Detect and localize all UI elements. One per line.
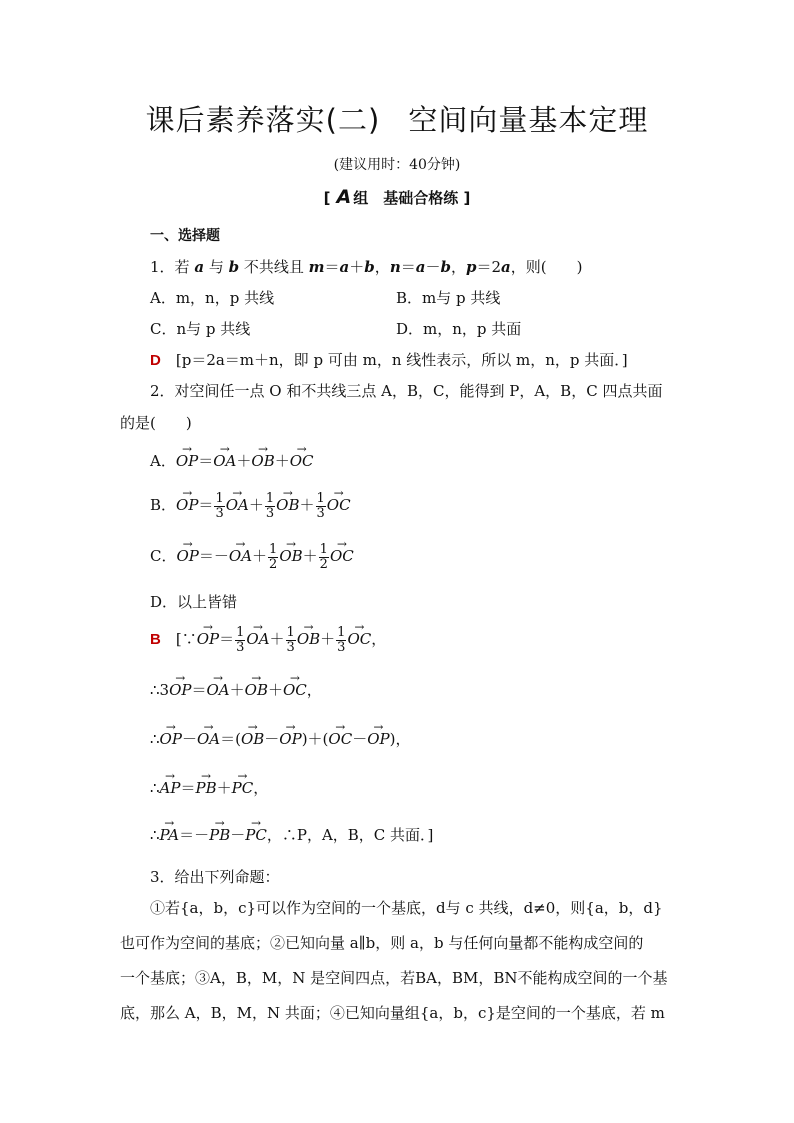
- q1-option-a: A．m，n，p 共线: [150, 289, 275, 307]
- q2-answer: B: [150, 631, 161, 648]
- title-part1: 课后素养落实(二): [145, 103, 381, 137]
- q2-solution-line2: ∴3→ OP＝→ OA＋→ OB＋→ OC，: [150, 675, 322, 700]
- q3-stem: 3．给出下列命题：: [150, 868, 280, 886]
- q3-line1: ①若{a，b，c}可以作为空间的一个基底，d与 c 共线，d≠0，则{a，b，d}: [150, 899, 663, 917]
- q1-option-c: C．n与 p 共线: [150, 320, 251, 338]
- group-label: 组 基础合格练: [353, 189, 459, 207]
- group-open-bracket: [: [323, 189, 331, 207]
- q2-option-d: D．以上皆错: [150, 593, 238, 611]
- group-heading: [0, 186, 794, 208]
- q2-stem-line1: 2．对空间任一点 O 和不共线三点 A，B，C，能得到 P，A，B，C 四点共面: [150, 382, 663, 400]
- q1-option-b: B．m与 p 共线: [396, 289, 501, 307]
- title-part2: 空间向量基本定理: [408, 103, 649, 137]
- group-letter: A: [336, 186, 352, 208]
- time-hint: (建议用时：40分钟): [333, 157, 461, 173]
- q2-stem-line2: 的是( ): [120, 414, 192, 432]
- section-heading: 一、选择题: [150, 228, 220, 244]
- q2-solution-line1: B [∵→ OP＝ $\frac{1}{3}$ → OA＋ $\frac{1}{3}$ → OB＋ $\frac{1}{3}$ → OC，: [150, 624, 386, 655]
- q1-number: 1．: [150, 258, 175, 276]
- group-close-bracket: ]: [463, 189, 471, 207]
- q1-stem: 1．若 a 与 b 不共线且 m＝a＋b，n＝a－b，p＝2a，则( ): [150, 258, 583, 276]
- q2-solution-line4: ∴→ AP＝→ PB＋→ PC，: [150, 773, 268, 798]
- q3-line4: 底，那么 A，B，M，N 共面；④已知向量组{a，b，c}是空间的一个基底，若 m: [120, 1004, 665, 1022]
- q2-option-a: A．→ OP＝→ OA＋→ OB＋→ OC: [150, 446, 314, 471]
- q1-answer: D: [150, 352, 161, 369]
- q2-conclusion: ∴P，A，B，C 共面．]: [281, 826, 434, 844]
- q2-option-b: B．→ OP＝ $\frac{1}{3}$ → OA＋ $\frac{1}{3}$ → OB＋ $\frac{1}{3}$ → OC: [150, 490, 351, 521]
- q2-solution-line5: ∴→ PA＝－→ PB－→ PC，∴P，A，B，C 共面．]: [150, 820, 433, 845]
- q1-answer-line: [150, 349, 628, 370]
- page-title: [0, 98, 794, 139]
- q1-explanation: [p＝2a＝m＋n，即 p 可由 m，n 线性表示，所以 m，n，p 共面．]: [175, 351, 628, 369]
- q2-solution-line3: ∴→ OP－→ OA＝(→ OB－→ OP)＋(→ OC－→ OP)，: [150, 724, 410, 749]
- q3-line2: 也可作为空间的基底；②已知向量 a∥b，则 a，b 与任何向量都不能构成空间的: [120, 934, 644, 952]
- q2-option-c: C．→ OP＝－→ OA＋ $\frac{1}{2}$ → OB＋ $\frac{1}{2}$ → OC: [150, 541, 354, 572]
- q1-option-d: D．m，n，p 共面: [396, 320, 522, 338]
- q3-line3: 一个基底；③A，B，M，N 是空间四点，若BA，BM，BN不能构成空间的一个基: [120, 969, 668, 987]
